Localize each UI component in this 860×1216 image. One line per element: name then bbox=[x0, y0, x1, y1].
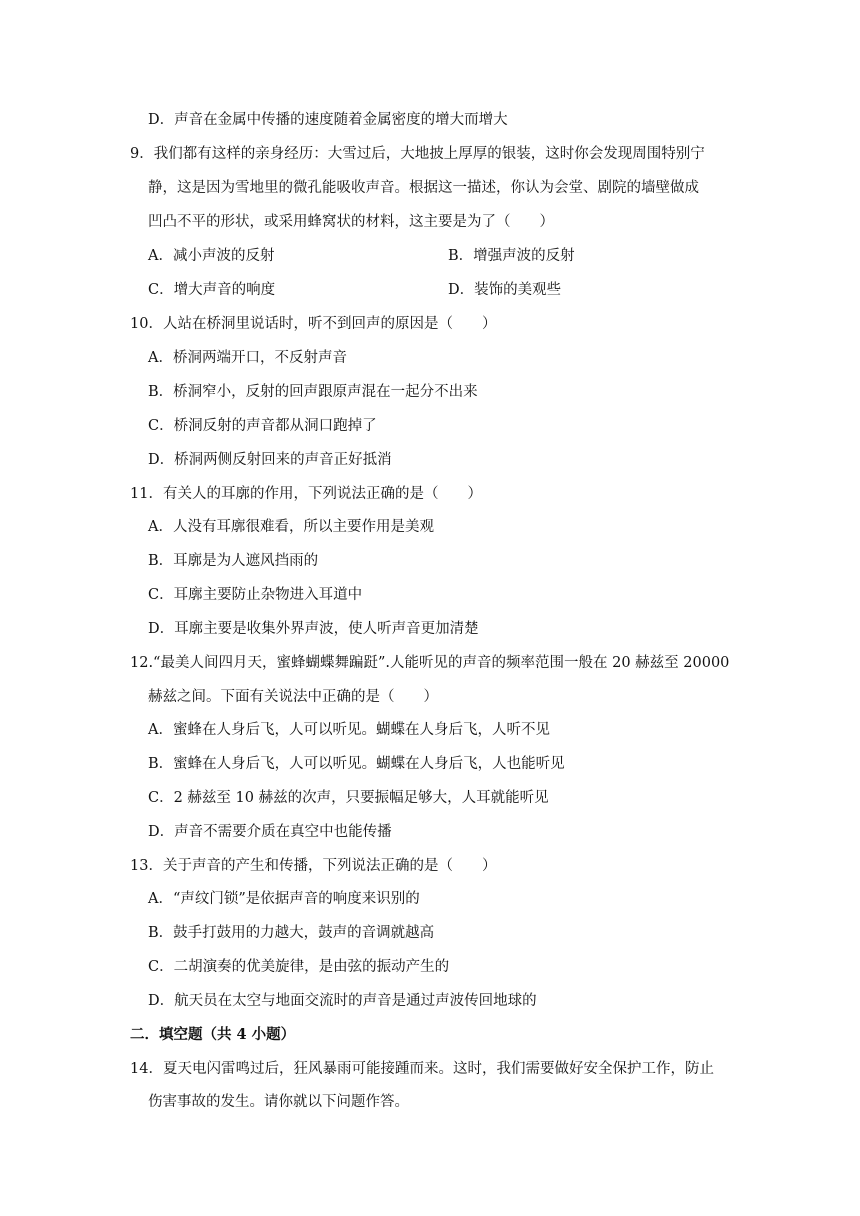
q12-stem-line2: 赫兹之间。下面有关说法中正确的是（ ） bbox=[148, 689, 438, 705]
q10-option-c: C．桥洞反射的声音都从洞口跑掉了 bbox=[148, 418, 377, 434]
q9-option-c: C．增大声音的响度 bbox=[148, 282, 276, 298]
q12-option-d: D．声音不需要介质在真空中也能传播 bbox=[148, 824, 392, 840]
q12-stem-line1: 12.“最美人间四月天，蜜蜂蝴蝶舞蹁跹”.人能听见的声音的频率范围一般在 20 赫兹至 20000 bbox=[130, 655, 730, 671]
q10-option-d: D．桥洞两侧反射回来的声音正好抵消 bbox=[148, 452, 392, 468]
q13-option-c: C．二胡演奏的优美旋律，是由弦的振动产生的 bbox=[148, 959, 450, 975]
q9-stem-line3: 凹凸不平的形状，或采用蜂窝状的材料，这主要是为了（ ） bbox=[148, 214, 554, 230]
q9-option-d: D．装饰的美观些 bbox=[448, 282, 562, 298]
q12-option-c: C．2 赫兹至 10 赫兹的次声，只要振幅足够大，人耳就能听见 bbox=[148, 790, 549, 806]
q13-option-d: D．航天员在太空与地面交流时的声音是通过声波传回地球的 bbox=[148, 993, 537, 1009]
q11-option-a: A．人没有耳廓很难看，所以主要作用是美观 bbox=[148, 519, 434, 535]
q13-stem: 13．关于声音的产生和传播，下列说法正确的是（ ） bbox=[130, 858, 497, 874]
q11-option-b: B．耳廓是为人遮风挡雨的 bbox=[148, 553, 319, 569]
q14-stem-line2: 伤害事故的发生。请你就以下问题作答。 bbox=[148, 1094, 409, 1110]
q12-option-b: B．蜜蜂在人身后飞，人可以听见。蝴蝶在人身后飞，人也能听见 bbox=[148, 756, 565, 772]
q9-stem-line1: 9．我们都有这样的亲身经历：大雪过后，大地披上厚厚的银装，这时你会发现周围特别宁 bbox=[130, 146, 705, 162]
q9-option-a: A．减小声波的反射 bbox=[148, 248, 275, 264]
section-heading-fill-in: 二．填空题（共 4 小题） bbox=[130, 1026, 296, 1043]
q11-option-d: D．耳廓主要是收集外界声波，使人听声音更加清楚 bbox=[148, 621, 479, 637]
q8-option-d: D．声音在金属中传播的速度随着金属密度的增大而增大 bbox=[148, 112, 508, 128]
q13-option-a: A．“声纹门锁”是依据声音的响度来识别的 bbox=[148, 891, 420, 907]
q10-option-b: B．桥洞窄小，反射的回声跟原声混在一起分不出来 bbox=[148, 384, 478, 400]
q9-stem-line2: 静，这是因为雪地里的微孔能吸收声音。根据这一描述，你认为会堂、剧院的墙壁做成 bbox=[148, 180, 699, 196]
q12-option-a: A．蜜蜂在人身后飞，人可以听见。蝴蝶在人身后飞，人听不见 bbox=[148, 722, 550, 738]
q13-option-b: B．鼓手打鼓用的力越大，鼓声的音调就越高 bbox=[148, 925, 435, 941]
q10-stem: 10．人站在桥洞里说话时，听不到回声的原因是（ ） bbox=[130, 316, 497, 332]
q10-option-a: A．桥洞两端开口，不反射声音 bbox=[148, 350, 347, 366]
q11-option-c: C．耳廓主要防止杂物进入耳道中 bbox=[148, 587, 363, 603]
q11-stem: 11．有关人的耳廓的作用，下列说法正确的是（ ） bbox=[130, 486, 482, 502]
q14-stem-line1: 14．夏天电闪雷鸣过后，狂风暴雨可能接踵而来。这时，我们需要做好安全保护工作，防止 bbox=[130, 1061, 714, 1077]
q9-option-b: B．增强声波的反射 bbox=[448, 248, 575, 264]
